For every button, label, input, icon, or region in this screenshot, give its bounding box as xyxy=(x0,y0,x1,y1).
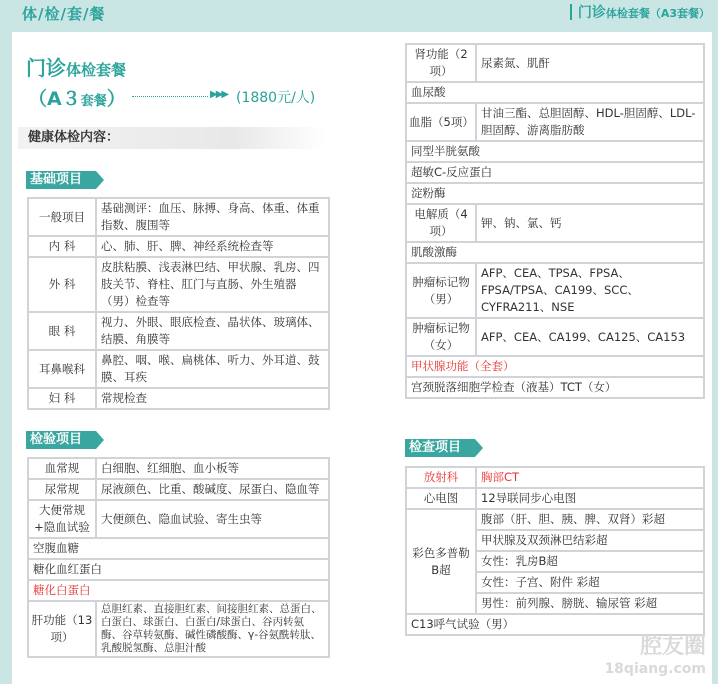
row-label: 电解质（4项） xyxy=(406,204,476,242)
row-label: 肿瘤标记物（女） xyxy=(406,318,476,356)
row-label: 内 科 xyxy=(28,236,96,257)
table-row xyxy=(406,162,704,183)
row-content: 基础测评：血压、脉搏、身高、体重、体重指数、腹围等 xyxy=(96,198,329,236)
package-suffix: 套餐 xyxy=(80,94,107,109)
row-label: C13呼气试验（男） xyxy=(406,614,704,635)
page-header-right xyxy=(570,2,710,22)
table-row xyxy=(28,500,329,538)
row-content: 甘油三酯、总胆固醇、HDL-胆固醇、LDL-胆固醇、游离脂肪酸 xyxy=(476,103,704,141)
header-divider xyxy=(570,4,572,20)
row-label: 肾功能（2项） xyxy=(406,44,476,82)
row-label: 宫颈脱落细胞学检查（液基）TCT（女） xyxy=(406,377,704,398)
row-content: 尿素氮、肌酐 xyxy=(476,44,704,82)
table-row xyxy=(406,183,704,204)
top-bar xyxy=(0,0,718,32)
table-row xyxy=(406,614,704,635)
row-content: 尿液颜色、比重、酸碱度、尿蛋白、隐血等 xyxy=(96,479,329,500)
header-big: 门诊 xyxy=(577,5,606,21)
title-big: 门诊 xyxy=(26,56,66,80)
row-label: 肝功能（13项） xyxy=(28,601,96,657)
row-content: 甲状腺及双颈淋巴结彩超 xyxy=(476,530,704,551)
row-label: 肿瘤标记物（男） xyxy=(406,263,476,318)
table-row xyxy=(28,388,329,409)
row-label: 彩色多普勒B超 xyxy=(406,509,476,614)
table-row xyxy=(406,263,704,318)
row-content: 男性：前列腺、膀胱、输尿管 彩超 xyxy=(476,593,704,614)
row-label: 一般项目 xyxy=(28,198,96,236)
row-label: 心电图 xyxy=(406,488,476,509)
row-content: 12导联同步心电图 xyxy=(476,488,704,509)
paren-open: （ xyxy=(28,88,48,110)
row-content: 心、肺、肝、脾、神经系统检查等 xyxy=(96,236,329,257)
package-code-text: A３ xyxy=(47,88,81,110)
row-content: 白细胞、红细胞、血小板等 xyxy=(96,458,329,479)
arrow-icon: ▶▶▶ xyxy=(210,89,228,100)
row-content: 腹部（肝、胆、胰、脾、双肾）彩超 xyxy=(476,509,704,530)
row-label: 糖化血红蛋白 xyxy=(28,559,329,580)
row-label: 超敏C-反应蛋白 xyxy=(406,162,704,183)
row-label: 外 科 xyxy=(28,257,96,312)
table-row xyxy=(406,103,704,141)
row-label: 糖化白蛋白 xyxy=(28,580,329,601)
row-label: 甲状腺功能（全套） xyxy=(406,356,704,377)
row-content: 总胆红素、直接胆红素、间接胆红素、总蛋白、白蛋白、球蛋白、白蛋白/球蛋白、谷丙转氨酶、谷草转氨酶、碱性磷酸酶、γ-谷氨酰转肽、乳酸脱氢酶、总胆汁酸 xyxy=(96,601,329,657)
dotted-leader xyxy=(132,96,208,97)
table-row xyxy=(406,377,704,398)
package-code xyxy=(28,84,126,108)
row-content: 常规检查 xyxy=(96,388,329,409)
table-row xyxy=(28,236,329,257)
row-label: 淀粉酶 xyxy=(406,183,704,204)
table-row xyxy=(28,458,329,479)
table-row xyxy=(406,488,704,509)
package-price: (1880元/人) xyxy=(236,90,316,106)
table-row xyxy=(406,509,704,530)
table-row xyxy=(406,356,704,377)
row-label: 同型半胱氨酸 xyxy=(406,141,704,162)
row-label: 妇 科 xyxy=(28,388,96,409)
exam-table xyxy=(405,466,705,636)
row-label: 尿常规 xyxy=(28,479,96,500)
watermark-line1: 腔友圈 xyxy=(639,634,706,659)
watermark-line2: 18qiang.com xyxy=(604,661,706,677)
row-content: 胸部CT xyxy=(476,467,704,488)
row-label: 血脂（5项） xyxy=(406,103,476,141)
section-basic: 基础项目 xyxy=(26,171,96,189)
row-content: AFP、CEA、CA199、CA125、CA153 xyxy=(476,318,704,356)
row-label: 眼 科 xyxy=(28,312,96,350)
table-row xyxy=(28,601,329,657)
table-row xyxy=(28,580,329,601)
table-row xyxy=(406,467,704,488)
table-row xyxy=(406,242,704,263)
row-label: 放射科 xyxy=(406,467,476,488)
row-content: 女性：乳房B超 xyxy=(476,551,704,572)
table-row xyxy=(28,479,329,500)
section-lab: 检验项目 xyxy=(26,431,96,449)
table-row xyxy=(28,257,329,312)
row-content: 鼻腔、咽、喉、扁桃体、听力、外耳道、鼓膜、耳疾 xyxy=(96,350,329,388)
row-label: 血尿酸 xyxy=(406,82,704,103)
row-label: 血常规 xyxy=(28,458,96,479)
table-row xyxy=(406,141,704,162)
paren-close: ） xyxy=(106,88,126,110)
table-row xyxy=(28,559,329,580)
table-row xyxy=(406,44,704,82)
basic-table xyxy=(27,197,330,410)
page-title xyxy=(26,52,126,81)
row-content: 大便颜色、隐血试验、寄生虫等 xyxy=(96,500,329,538)
title-small: 体检套餐 xyxy=(66,61,127,79)
table-row xyxy=(28,538,329,559)
row-label: 空腹血糖 xyxy=(28,538,329,559)
section-exam: 检查项目 xyxy=(405,439,475,457)
table-row xyxy=(28,198,329,236)
row-content: AFP、CEA、TPSA、FPSA、FPSA/TPSA、CA199、SCC、CYFRA211、NSE xyxy=(476,263,704,318)
lab-table xyxy=(27,457,330,658)
health-heading: 健康体检内容： xyxy=(18,127,326,149)
row-content: 钾、钠、氯、钙 xyxy=(476,204,704,242)
section-header: 体/检/套/餐 xyxy=(22,5,106,23)
row-content: 视力、外眼、眼底检查、晶状体、玻璃体、结膜、角膜等 xyxy=(96,312,329,350)
row-content: 皮肤粘膜、浅表淋巴结、甲状腺、乳房、四肢关节、脊柱、肛门与直肠、外生殖器（男）检查等 xyxy=(96,257,329,312)
watermark xyxy=(604,636,706,680)
right-table xyxy=(405,43,705,399)
table-row xyxy=(406,204,704,242)
table-row xyxy=(406,318,704,356)
row-label: 大便常规+隐血试验 xyxy=(28,500,96,538)
table-row xyxy=(28,350,329,388)
table-row xyxy=(406,82,704,103)
row-label: 肌酸激酶 xyxy=(406,242,704,263)
table-row xyxy=(28,312,329,350)
header-small: 体检套餐（A3套餐） xyxy=(605,7,710,20)
row-content: 女性：子宫、附件 彩超 xyxy=(476,572,704,593)
row-label: 耳鼻喉科 xyxy=(28,350,96,388)
